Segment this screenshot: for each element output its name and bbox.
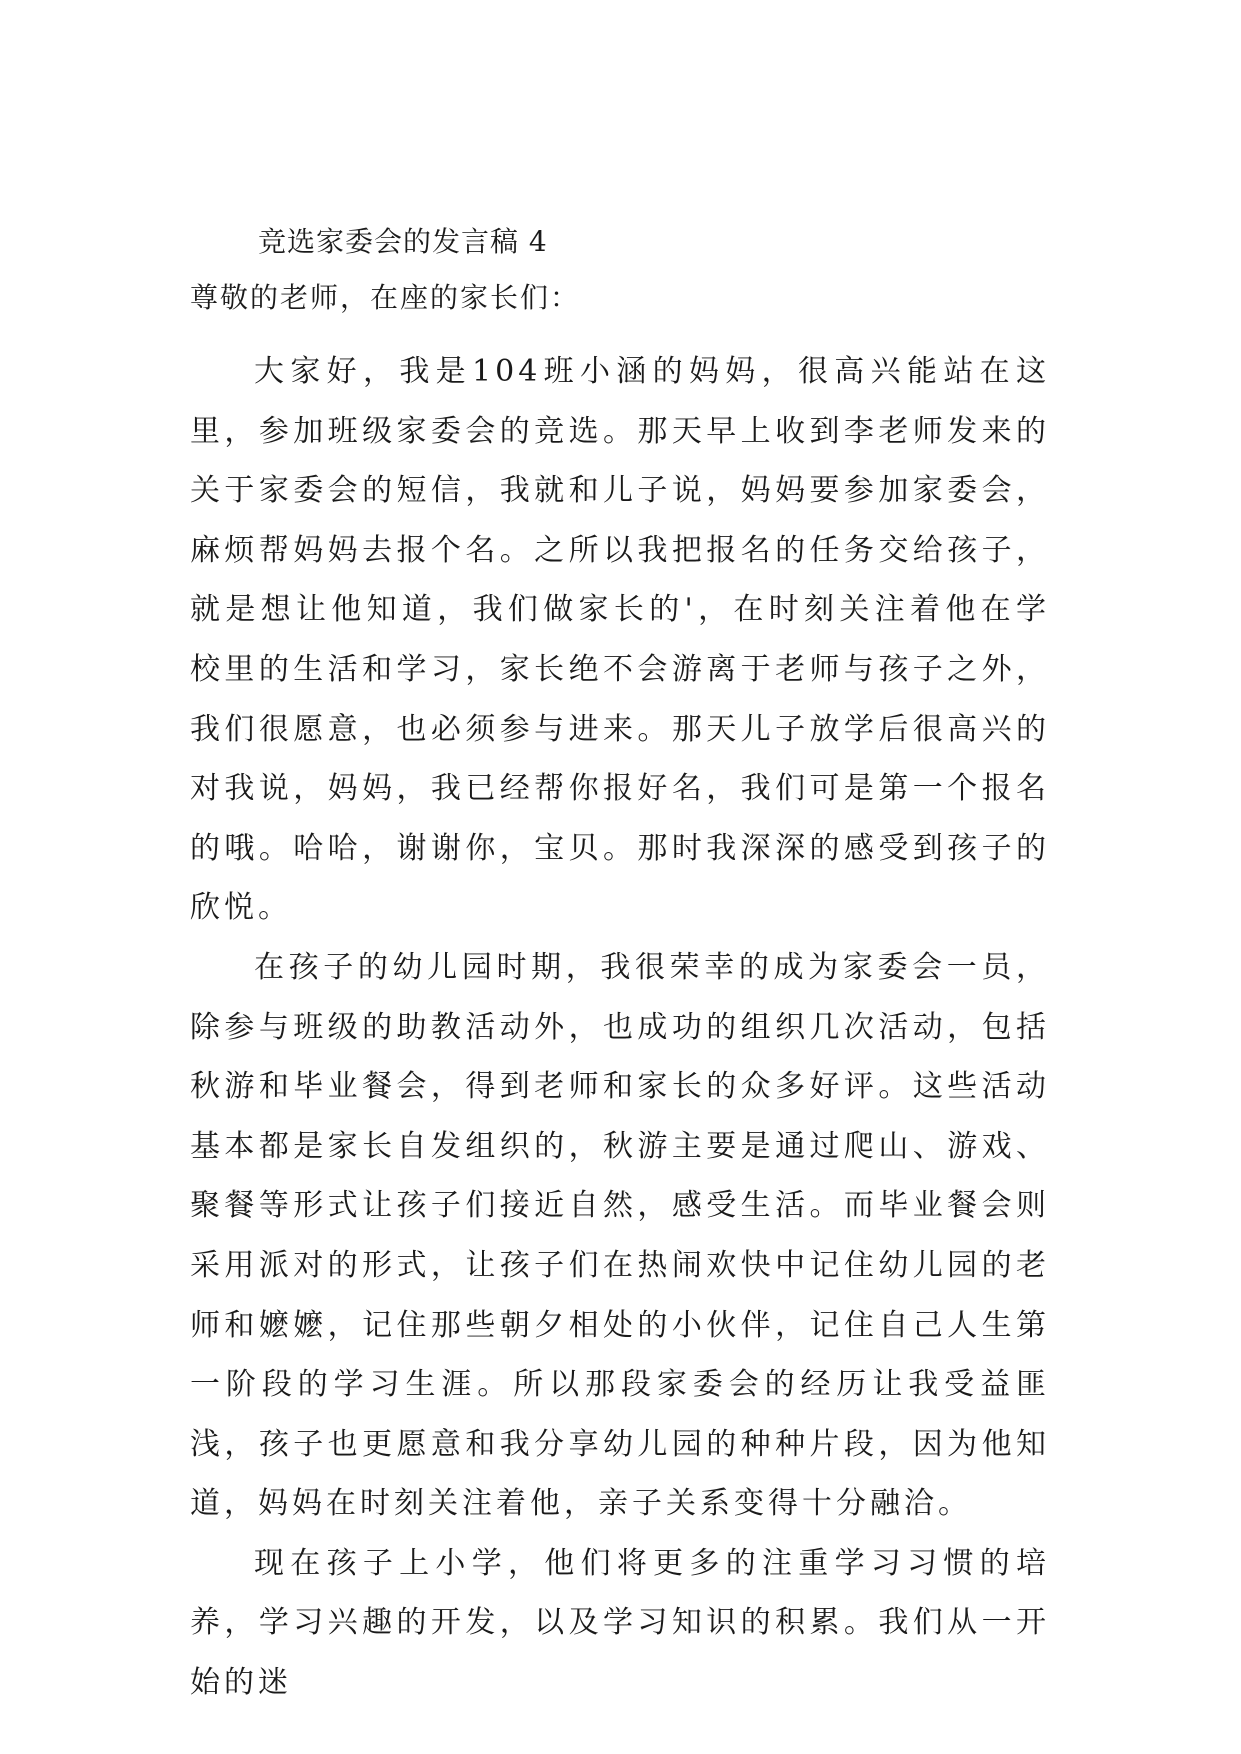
salutation: 尊敬的老师，在座的家长们： bbox=[190, 281, 581, 314]
paragraph-1: 大家好，我是104班小涵的妈妈，很高兴能站在这里，参加班级家委会的竞选。那天早上收到李老师发来的关于家委会的短信，我就和儿子说，妈妈要参加家委会，麻烦帮妈妈去报个名。之所以我把报名的任务交给孩子，就是想让他知道，我们做家长的'，在时刻关注着他在学校里的生活和学习，家长绝不会游离于老师与孩子之外，我们很愿意，也必须参与进来。那天儿子放学后很高兴的对我说，妈妈，我已经帮你报好名，我们可是第一个报名的哦。哈哈，谢谢你，宝贝。那时我深深的感受到孩子的欣悦。 bbox=[190, 354, 1050, 926]
document-title: 竞选家委会的发言稿 4 bbox=[258, 225, 548, 258]
paragraph-2: 在孩子的幼儿园时期，我很荣幸的成为家委会一员，除参与班级的助教活动外，也成功的组织几次活动，包括秋游和毕业餐会，得到老师和家长的众多好评。这些活动基本都是家长自发组织的，秋游主要是通过爬山、游戏、聚餐等形式让孩子们接近自然，感受生活。而毕业餐会则采用派对的形式，让孩子们在热闹欢快中记住幼儿园的老师和嬷嬷，记住那些朝夕相处的小伙伴，记住自己人生第一阶段的学习生涯。所以那段家委会的经历让我受益匪浅，孩子也更愿意和我分享幼儿园的种种片段，因为他知道，妈妈在时刻关注着他，亲子关系变得十分融洽。 bbox=[190, 949, 1050, 1522]
document-body bbox=[190, 342, 1050, 1713]
paragraph-3: 现在孩子上小学，他们将更多的注重学习习惯的培养，学习兴趣的开发，以及学习知识的积累。我们从一开始的迷 bbox=[190, 1545, 1050, 1701]
